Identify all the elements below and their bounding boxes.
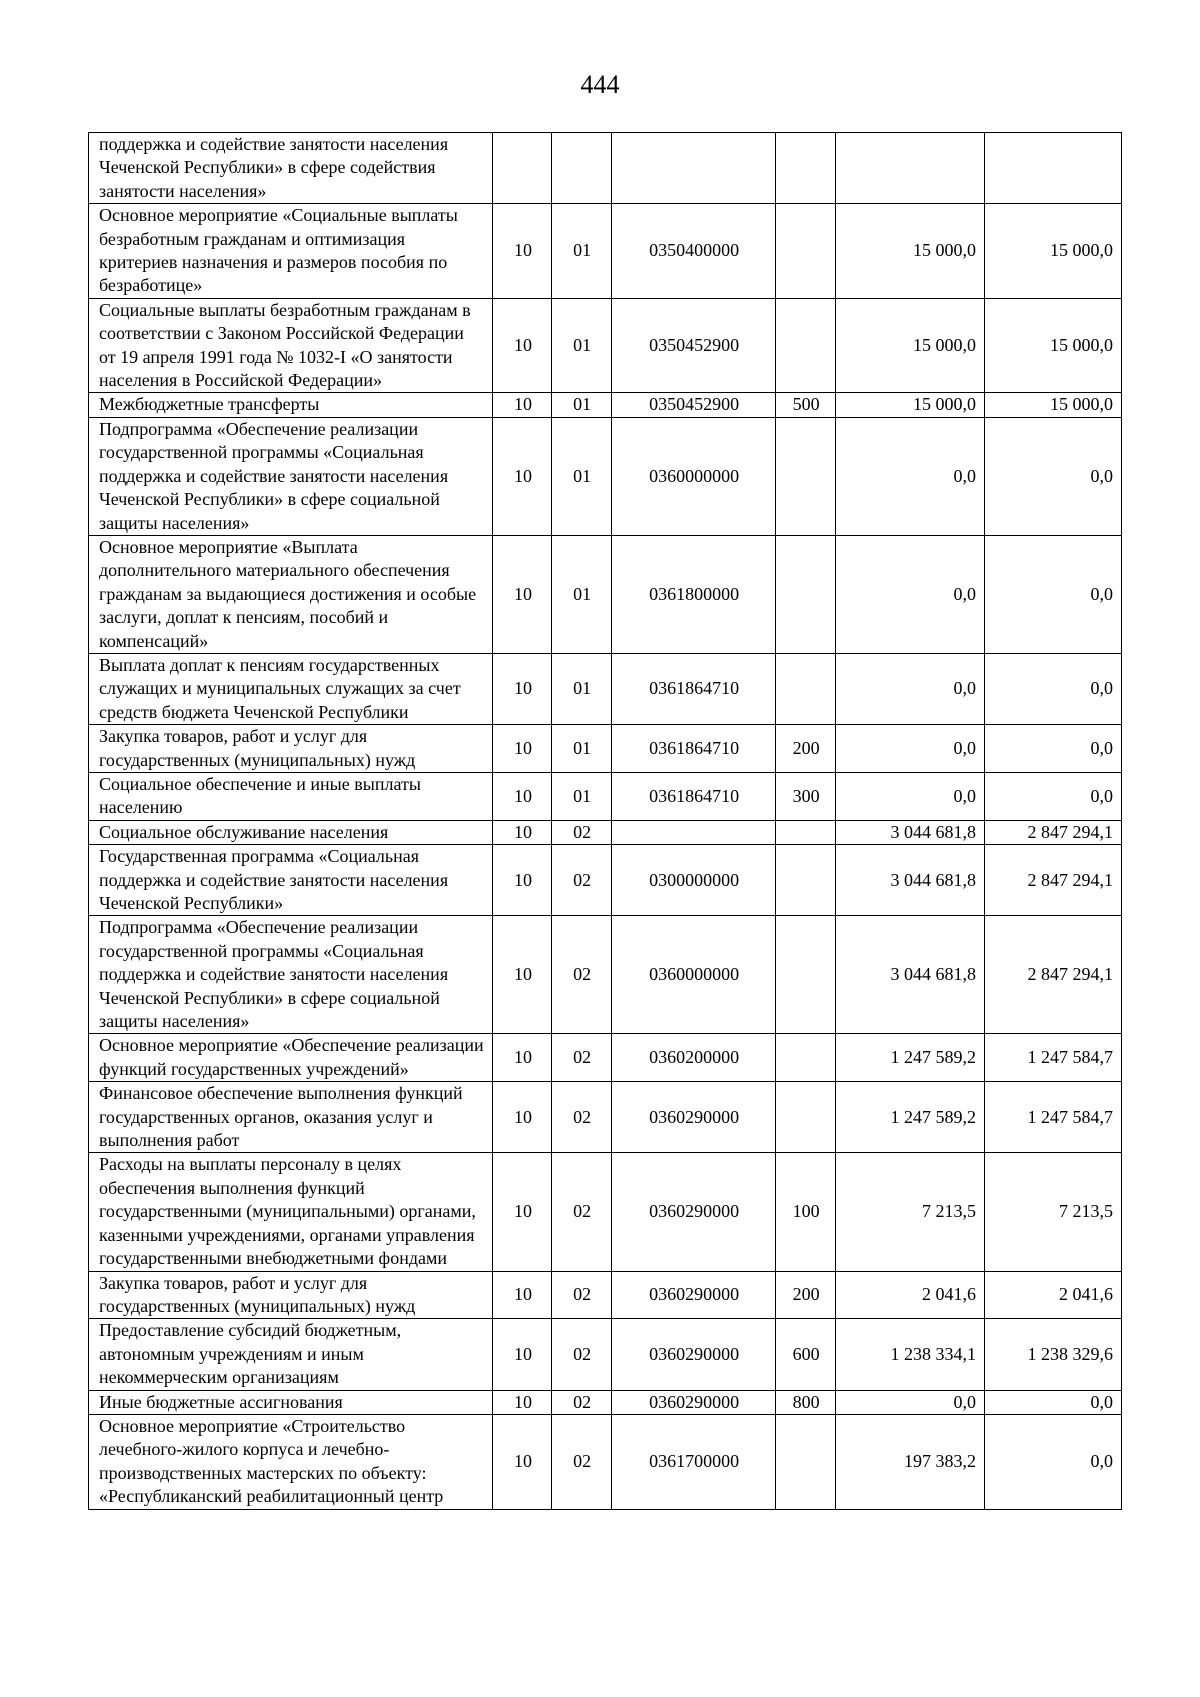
row-expense-type <box>775 204 835 299</box>
table-row <box>89 1319 1122 1390</box>
row-sum-year1: 15 000,0 <box>835 298 984 393</box>
row-subsection: 01 <box>551 204 611 299</box>
row-sum-year1: 0,0 <box>835 653 984 724</box>
row-target-article: 0300000000 <box>611 845 775 916</box>
row-sum-year2: 2 847 294,1 <box>985 820 1122 844</box>
row-expense-type <box>775 535 835 653</box>
row-sum-year2: 7 213,5 <box>985 1153 1122 1271</box>
row-sum-year1: 1 247 589,2 <box>835 1082 984 1153</box>
table-row <box>89 1153 1122 1271</box>
row-sum-year2: 2 847 294,1 <box>985 845 1122 916</box>
row-sum-year1: 0,0 <box>835 1390 984 1414</box>
row-name: Социальное обслуживание населения <box>89 820 493 844</box>
table-row <box>89 535 1122 653</box>
row-section: 10 <box>493 1034 551 1082</box>
row-name: Межбюджетные трансферты <box>89 393 493 417</box>
row-name: Выплата доплат к пенсиям государственных служащих и муниципальных служащих за счет средств бюджета Чеченской Республики <box>89 653 493 724</box>
row-name: Иные бюджетные ассигнования <box>89 1390 493 1414</box>
row-sum-year2: 2 041,6 <box>985 1271 1122 1319</box>
row-name: Подпрограмма «Обеспечение реализации государственной программы «Социальная поддержка и содействие занятости населения Чеченской Республики» в сфере социальной защиты населения» <box>89 916 493 1034</box>
row-name: Финансовое обеспечение выполнения функций государственных органов, оказания услуг и выполнения работ <box>89 1082 493 1153</box>
row-expense-type <box>775 820 835 844</box>
table-row <box>89 653 1122 724</box>
row-sum-year2: 15 000,0 <box>985 298 1122 393</box>
row-sum-year1: 0,0 <box>835 535 984 653</box>
row-section: 10 <box>493 1390 551 1414</box>
table-row <box>89 772 1122 820</box>
row-expense-type: 200 <box>775 725 835 773</box>
row-section: 10 <box>493 1271 551 1319</box>
row-sum-year1: 15 000,0 <box>835 393 984 417</box>
row-name: Основное мероприятие «Социальные выплаты безработным гражданам и оптимизация критериев назначения и размеров пособия по безработице» <box>89 204 493 299</box>
table-row <box>89 204 1122 299</box>
row-target-article: 0361800000 <box>611 535 775 653</box>
row-sum-year2: 1 247 584,7 <box>985 1034 1122 1082</box>
table-row <box>89 1390 1122 1414</box>
row-section: 10 <box>493 393 551 417</box>
row-name: Основное мероприятие «Обеспечение реализации функций государственных учреждений» <box>89 1034 493 1082</box>
row-section: 10 <box>493 1319 551 1390</box>
row-name: Предоставление субсидий бюджетным, автономным учреждениям и иным некоммерческим организациям <box>89 1319 493 1390</box>
row-target-article: 0360000000 <box>611 916 775 1034</box>
row-sum-year2: 1 247 584,7 <box>985 1082 1122 1153</box>
row-name: Основное мероприятие «Выплата дополнительного материального обеспечения гражданам за выдающиеся достижения и особые заслуги, доплат к пенсиям, пособий и компенсаций» <box>89 535 493 653</box>
row-expense-type <box>775 653 835 724</box>
row-sum-year1: 0,0 <box>835 417 984 535</box>
table-row <box>89 845 1122 916</box>
row-sum-year1: 0,0 <box>835 725 984 773</box>
row-expense-type: 600 <box>775 1319 835 1390</box>
row-target-article: 0360290000 <box>611 1082 775 1153</box>
row-target-article: 0360000000 <box>611 417 775 535</box>
row-section: 10 <box>493 1414 551 1509</box>
table-body <box>89 133 1122 1510</box>
row-sum-year1: 2 041,6 <box>835 1271 984 1319</box>
row-target-article: 0361864710 <box>611 725 775 773</box>
row-sum-year1: 1 247 589,2 <box>835 1034 984 1082</box>
row-sum-year1: 197 383,2 <box>835 1414 984 1509</box>
row-expense-type <box>775 1034 835 1082</box>
row-name: Государственная программа «Социальная поддержка и содействие занятости населения Чеченской Республики» <box>89 845 493 916</box>
row-sum-year1 <box>835 133 984 204</box>
row-name: Основное мероприятие «Строительство лечебного-жилого корпуса и лечебно-производственных мастерских по объекту: «Республиканский реабилитационный центр <box>89 1414 493 1509</box>
row-subsection: 02 <box>551 1319 611 1390</box>
table-row <box>89 393 1122 417</box>
row-sum-year1: 3 044 681,8 <box>835 916 984 1034</box>
row-section: 10 <box>493 772 551 820</box>
row-expense-type <box>775 1082 835 1153</box>
row-subsection: 01 <box>551 535 611 653</box>
row-expense-type: 800 <box>775 1390 835 1414</box>
row-subsection: 02 <box>551 1271 611 1319</box>
row-sum-year2: 0,0 <box>985 1414 1122 1509</box>
row-subsection: 02 <box>551 820 611 844</box>
row-section: 10 <box>493 820 551 844</box>
row-sum-year2: 15 000,0 <box>985 204 1122 299</box>
row-section: 10 <box>493 535 551 653</box>
row-target-article: 0361864710 <box>611 653 775 724</box>
row-sum-year1: 3 044 681,8 <box>835 845 984 916</box>
row-sum-year2: 0,0 <box>985 1390 1122 1414</box>
row-section <box>493 133 551 204</box>
row-subsection: 01 <box>551 393 611 417</box>
row-subsection: 01 <box>551 417 611 535</box>
row-sum-year2: 2 847 294,1 <box>985 916 1122 1034</box>
row-name: Закупка товаров, работ и услуг для государственных (муниципальных) нужд <box>89 1271 493 1319</box>
row-sum-year1: 0,0 <box>835 772 984 820</box>
row-expense-type: 500 <box>775 393 835 417</box>
row-expense-type <box>775 417 835 535</box>
row-subsection: 01 <box>551 772 611 820</box>
table-row <box>89 1271 1122 1319</box>
table-row <box>89 1082 1122 1153</box>
row-expense-type <box>775 916 835 1034</box>
row-expense-type <box>775 298 835 393</box>
row-name: Закупка товаров, работ и услуг для государственных (муниципальных) нужд <box>89 725 493 773</box>
table-row <box>89 298 1122 393</box>
row-section: 10 <box>493 916 551 1034</box>
row-expense-type: 100 <box>775 1153 835 1271</box>
row-section: 10 <box>493 845 551 916</box>
row-sum-year2 <box>985 133 1122 204</box>
row-section: 10 <box>493 417 551 535</box>
row-subsection: 01 <box>551 725 611 773</box>
row-subsection: 02 <box>551 1414 611 1509</box>
row-expense-type <box>775 1414 835 1509</box>
row-expense-type <box>775 845 835 916</box>
row-subsection: 02 <box>551 1153 611 1271</box>
row-subsection: 01 <box>551 653 611 724</box>
row-expense-type: 300 <box>775 772 835 820</box>
row-sum-year2: 0,0 <box>985 535 1122 653</box>
row-name: Социальные выплаты безработным гражданам в соответствии с Законом Российской Федерации от 19 апреля 1991 года № 1032-I «О занятости населения в Российской Федерации» <box>89 298 493 393</box>
row-section: 10 <box>493 653 551 724</box>
table-row <box>89 133 1122 204</box>
row-subsection: 02 <box>551 1390 611 1414</box>
row-sum-year1: 7 213,5 <box>835 1153 984 1271</box>
row-target-article <box>611 133 775 204</box>
row-subsection: 02 <box>551 845 611 916</box>
row-sum-year2: 0,0 <box>985 417 1122 535</box>
row-section: 10 <box>493 204 551 299</box>
row-sum-year2: 0,0 <box>985 653 1122 724</box>
row-sum-year2: 0,0 <box>985 725 1122 773</box>
row-target-article: 0361700000 <box>611 1414 775 1509</box>
row-target-article: 0360290000 <box>611 1319 775 1390</box>
row-section: 10 <box>493 298 551 393</box>
row-target-article: 0360200000 <box>611 1034 775 1082</box>
row-name: Социальное обеспечение и иные выплаты населению <box>89 772 493 820</box>
row-target-article: 0350452900 <box>611 393 775 417</box>
table-row <box>89 820 1122 844</box>
table-row <box>89 916 1122 1034</box>
table-row <box>89 725 1122 773</box>
row-subsection <box>551 133 611 204</box>
row-subsection: 01 <box>551 298 611 393</box>
row-section: 10 <box>493 1082 551 1153</box>
row-target-article: 0360290000 <box>611 1390 775 1414</box>
row-sum-year2: 0,0 <box>985 772 1122 820</box>
row-target-article: 0360290000 <box>611 1153 775 1271</box>
row-target-article: 0350400000 <box>611 204 775 299</box>
row-section: 10 <box>493 1153 551 1271</box>
row-section: 10 <box>493 725 551 773</box>
row-sum-year1: 15 000,0 <box>835 204 984 299</box>
row-sum-year1: 3 044 681,8 <box>835 820 984 844</box>
row-target-article: 0350452900 <box>611 298 775 393</box>
row-sum-year2: 15 000,0 <box>985 393 1122 417</box>
row-name: поддержка и содействие занятости населения Чеченской Республики» в сфере содействия занятости населения» <box>89 133 493 204</box>
row-subsection: 02 <box>551 1082 611 1153</box>
table-row <box>89 1034 1122 1082</box>
row-target-article: 0360290000 <box>611 1271 775 1319</box>
row-name: Подпрограмма «Обеспечение реализации государственной программы «Социальная поддержка и содействие занятости населения Чеченской Республики» в сфере социальной защиты населения» <box>89 417 493 535</box>
row-subsection: 02 <box>551 916 611 1034</box>
row-expense-type: 200 <box>775 1271 835 1319</box>
table-row <box>89 417 1122 535</box>
row-name: Расходы на выплаты персоналу в целях обеспечения выполнения функций государственными (муниципальными) органами, казенными учреждениями, органами управления государственными внебюджетными фондами <box>89 1153 493 1271</box>
row-subsection: 02 <box>551 1034 611 1082</box>
row-sum-year1: 1 238 334,1 <box>835 1319 984 1390</box>
row-expense-type <box>775 133 835 204</box>
table-row <box>89 1414 1122 1509</box>
row-target-article <box>611 820 775 844</box>
page-number: 444 <box>580 70 620 99</box>
row-sum-year2: 1 238 329,6 <box>985 1319 1122 1390</box>
row-target-article: 0361864710 <box>611 772 775 820</box>
budget-table <box>88 132 1122 1510</box>
